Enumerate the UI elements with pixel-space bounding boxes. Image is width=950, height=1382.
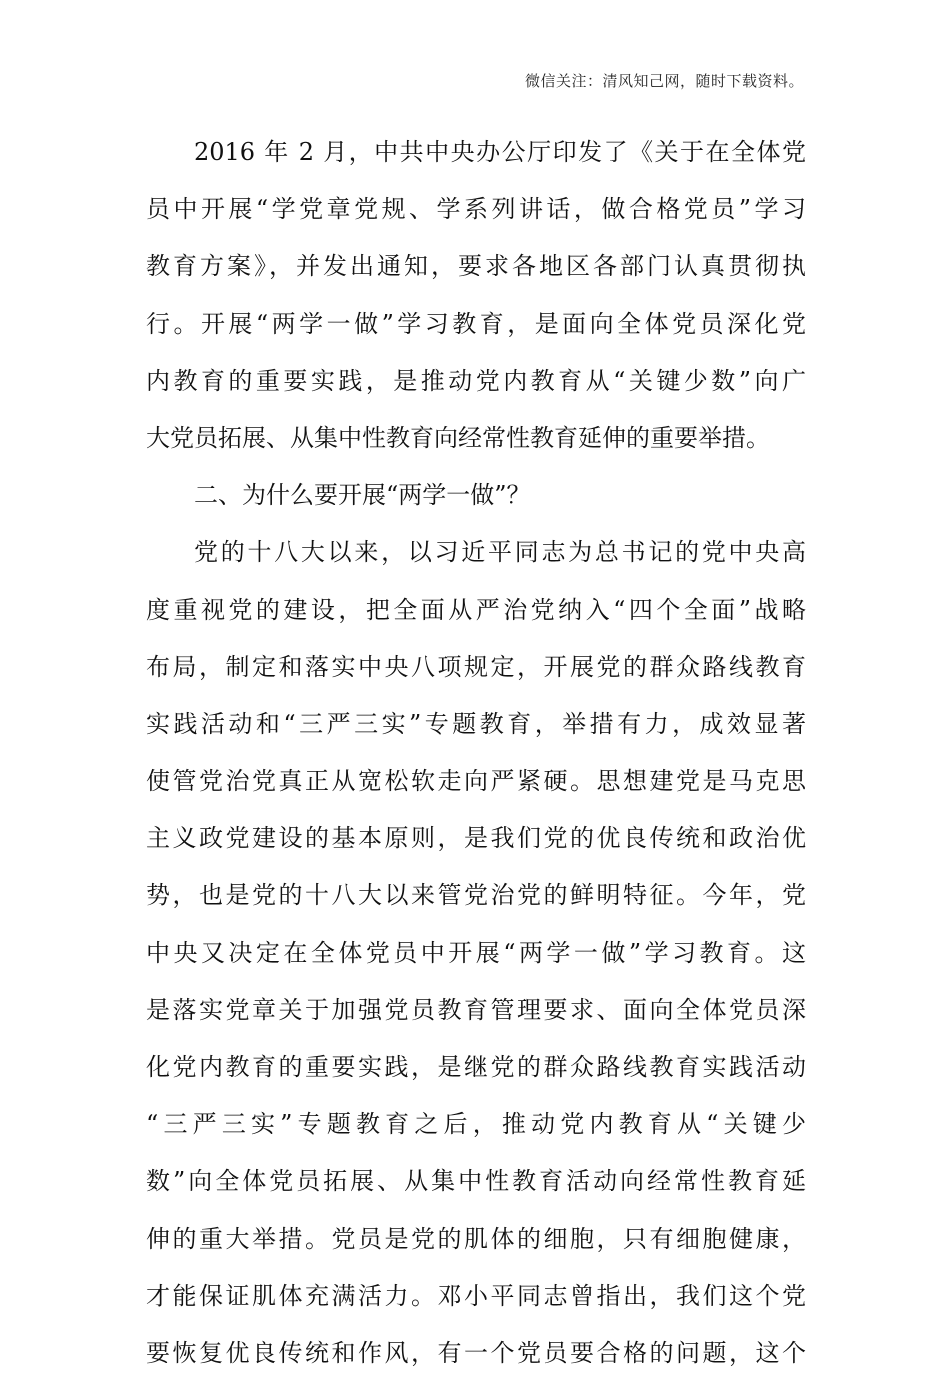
text-line: 布局，制定和落实中央八项规定，开展党的群众路线教育	[146, 652, 806, 681]
text-line: “三严三实”专题教育之后，推动党内教育从“关键少	[146, 1110, 806, 1139]
text-line: 行。开展“两学一做”学习教育，是面向全体党员深化党	[146, 309, 806, 338]
text-line: 伸的重大举措。党员是党的肌体的细胞，只有细胞健康，	[146, 1224, 806, 1253]
text-line: 大党员拓展、从集中性教育向经常性教育延伸的重要举措。	[146, 423, 770, 452]
text-line: 主义政党建设的基本原则，是我们党的优良传统和政治优	[146, 824, 806, 853]
text-line: 度重视党的建设，把全面从严治党纳入“四个全面”战略	[146, 595, 806, 624]
text-line: 2016 年 2 月，中共中央办公厅印发了《关于在全体党	[194, 138, 806, 166]
header-note: 微信关注：清风知己网，随时下载资料。	[524, 72, 804, 90]
text-line: 内教育的重要实践，是推动党内教育从“关键少数”向广	[146, 366, 806, 395]
text-line: 使管党治党真正从宽松软走向严紧硬。思想建党是马克思	[146, 767, 806, 796]
text-line: 化党内教育的重要实践，是继党的群众路线教育实践活动	[146, 1053, 806, 1081]
text-line: 教育方案》，并发出通知，要求各地区各部门认真贯彻执	[146, 252, 806, 281]
text-line: 是落实党章关于加强党员教育管理要求、面向全体党员深	[146, 995, 806, 1024]
text-line: 才能保证肌体充满活力。邓小平同志曾指出，我们这个党	[146, 1281, 806, 1310]
text-line: 二、为什么要开展“两学一做”？	[194, 481, 531, 510]
document-body	[146, 124, 806, 1382]
text-line: 中央又决定在全体党员中开展“两学一做”学习教育。这	[146, 938, 806, 967]
text-line: 党的十八大以来，以习近平同志为总书记的党中央高	[194, 538, 806, 567]
text-line: 要恢复优良传统和作风，有一个党员要合格的问题，这个	[146, 1338, 806, 1367]
text-line: 员中开展“学党章党规、学系列讲话，做合格党员”学习	[146, 195, 806, 224]
text-line: 实践活动和“三严三实”专题教育，举措有力，成效显著	[146, 709, 806, 738]
text-line: 数”向全体党员拓展、从集中性教育活动向经常性教育延	[146, 1167, 806, 1196]
text-line: 势，也是党的十八大以来管党治党的鲜明特征。今年，党	[146, 881, 806, 910]
